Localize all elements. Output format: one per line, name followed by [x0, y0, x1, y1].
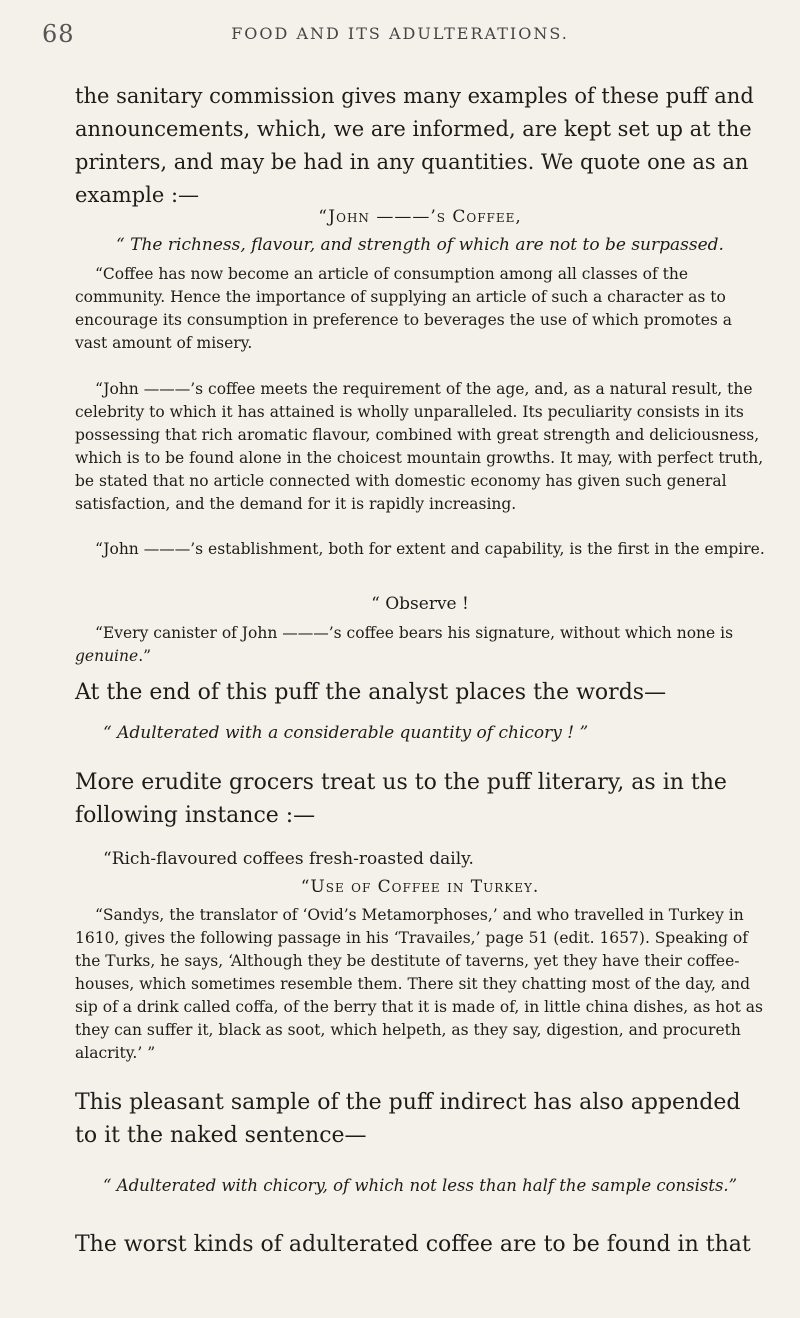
- paragraph: “John ———’s coffee meets the requirement of the age, and, as a natural result, the celebrity to which it has attained is wholly unparalleled. Its peculiarity consists in its possessing that rich aromatic flavour, combined with great strength and deliciousness, which is to be found alone in the choicest mountain growths. It may, with perfect truth, be stated that no article connected with domestic economy has given such general satisfaction, and the demand for it is rapidly increasing.: [75, 380, 764, 513]
- adulterated-quote-1: [75, 722, 765, 745]
- sandys-paragraph: [75, 904, 765, 1065]
- erudite-paragraph: [75, 766, 765, 832]
- pleasant-paragraph: [75, 1086, 765, 1152]
- paragraph: “Coffee has now become an article of consumption among all classes of the community. Hence the importance of supplying an article of such a character as to encourage its consumption in preference to beverages the use of which promotes a vast amount of misery.: [75, 265, 732, 352]
- tagline: “ The richness, flavour, and strength of which are not to be surpassed.: [116, 235, 724, 255]
- paragraph: This pleasant sample of the puff indirect has also appended to it the naked sentence—: [75, 1090, 741, 1148]
- observe: “ Observe !: [371, 594, 469, 614]
- observe-line: [75, 593, 765, 616]
- page-number: 68: [42, 20, 75, 48]
- paragraph: “Sandys, the translator of ‘Ovid’s Metamorphoses,’ and who travelled in Turkey in 1610, gives the following passage in his ‘Travailes,’ page 51 (edit. 1657). Speaking of the Turks, he says, ‘Although they be destitute of taverns, yet they have their coffee-houses, which sometimes resemble them. There sit they chatting most of the day, and sip of a drink called coffa, of the berry that it is made of, in little china dishes, as hot as they can suffer it, black as soot, which helpeth, as they say, digestion, and procureth alacrity.’ ”: [75, 906, 763, 1062]
- advert-paragraph-1: [75, 263, 765, 355]
- advert-heading: [75, 206, 765, 229]
- canister-paragraph: [75, 622, 765, 668]
- paragraph: the sanitary commission gives many examples of these puff and announcements, which, we are informed, are kept set up at the printers, and may be had in any quantities. We quote one as an example :—: [75, 84, 754, 207]
- analyst-line: [75, 676, 765, 709]
- paragraph: More erudite grocers treat us to the puff literary, as in the following instance :—: [75, 770, 727, 828]
- paragraph: The worst kinds of adulterated coffee are to be found in that: [75, 1232, 751, 1257]
- quote: “ Adulterated with chicory, of which not less than half the sample consists.”: [103, 1176, 738, 1195]
- worst-kinds-line: [75, 1228, 765, 1261]
- advert-title: “John ———’s Coffee,: [318, 207, 522, 227]
- advert-tagline: [75, 234, 765, 257]
- turkey-heading: [75, 876, 765, 899]
- paragraph: “Every canister of John ———’s coffee bears his signature, without which none is genuine.”: [75, 624, 734, 665]
- page-header: [0, 20, 800, 54]
- paragraph: At the end of this puff the analyst places the words—: [75, 680, 667, 705]
- advert-paragraph-3: [75, 538, 765, 561]
- rich-flavoured-line: [75, 848, 765, 871]
- quote: “Rich-flavoured coffees fresh-roasted daily.: [103, 849, 474, 869]
- quote: “ Adulterated with a considerable quantity of chicory ! ”: [103, 723, 589, 743]
- heading: “Use of Coffee in Turkey.: [300, 877, 540, 897]
- adulterated-quote-2: [75, 1174, 765, 1197]
- paragraph: “John ———’s establishment, both for extent and capability, is the first in the empire.: [95, 540, 765, 558]
- running-head: FOOD AND ITS ADULTERATIONS.: [231, 24, 569, 43]
- advert-paragraph-2: [75, 378, 765, 516]
- intro-paragraph: [75, 80, 765, 212]
